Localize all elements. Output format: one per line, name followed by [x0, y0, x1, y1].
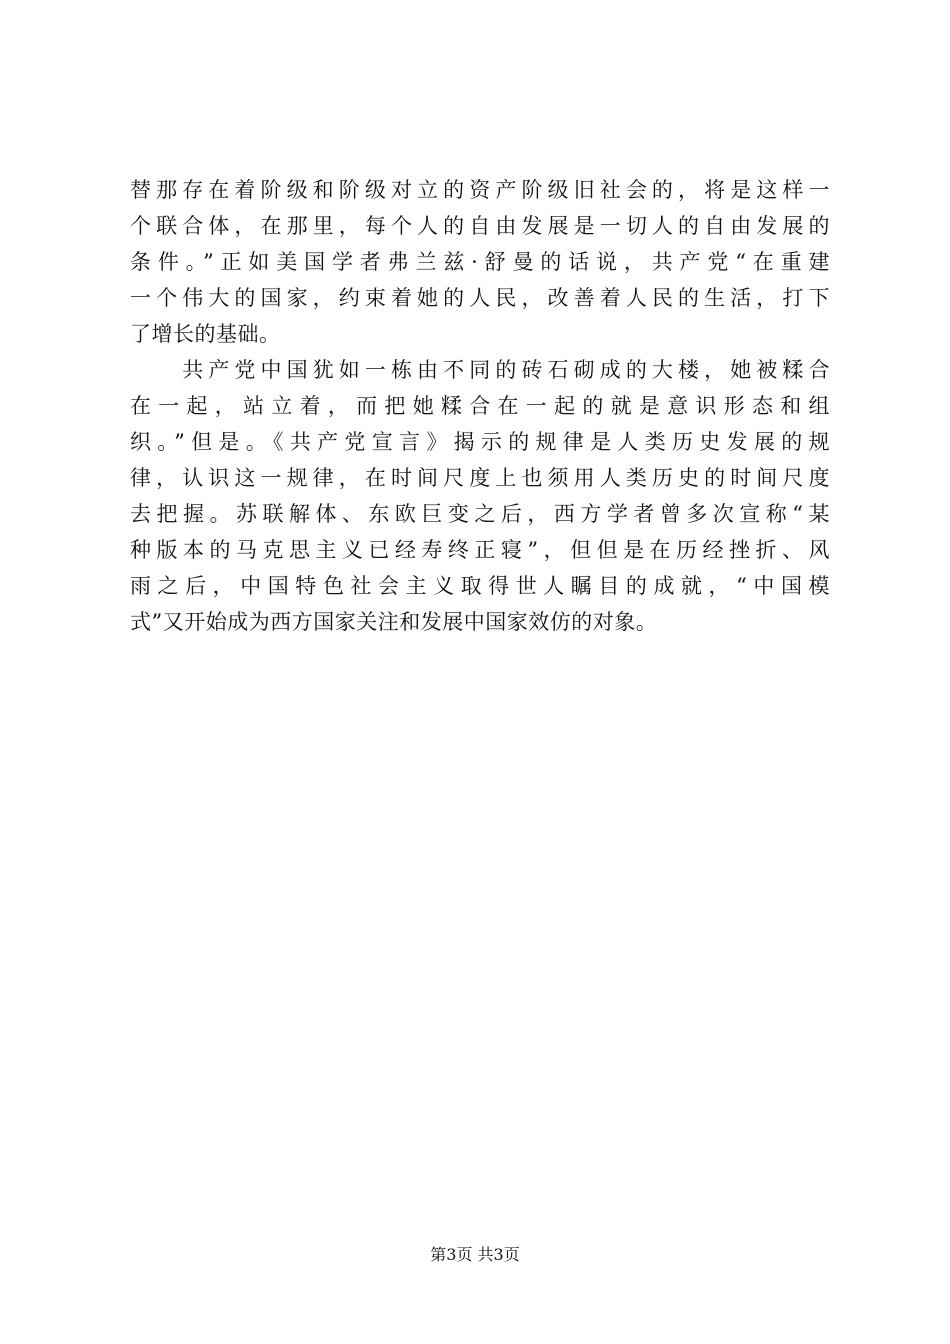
text-line: 替那存在着阶级和阶级对立的资产阶级旧社会的，将是这样一 — [130, 178, 830, 202]
text-line: 式”又开始成为西方国家关注和发展中国家效仿的对象。 — [130, 610, 658, 634]
text-line: 律，认识这一规律，在时间尺度上也须用人类历史的时间尺度 — [130, 466, 830, 490]
text-line: 共产党中国犹如一栋由不同的砖石砌成的大楼，她被糅合 — [130, 358, 830, 382]
page-number: 第3页 共3页 — [430, 1245, 520, 1264]
page-footer — [0, 1245, 950, 1265]
body-text — [130, 172, 830, 640]
text-line: 种版本的马克思主义已经寿终正寝”，但但是在历经挫折、风 — [130, 538, 830, 562]
text-line: 雨之后，中国特色社会主义取得世人瞩目的成就，“中国模 — [130, 574, 830, 598]
text-line: 在一起，站立着，而把她糅合在一起的就是意识形态和组 — [130, 394, 830, 418]
text-line: 了增长的基础。 — [130, 322, 281, 346]
text-line: 条件。”正如美国学者弗兰兹·舒曼的话说，共产党“在重建 — [130, 250, 830, 274]
text-line: 个联合体，在那里，每个人的自由发展是一切人的自由发展的 — [130, 214, 830, 238]
text-line: 一个伟大的国家，约束着她的人民，改善着人民的生活，打下 — [130, 286, 830, 310]
text-line: 去把握。苏联解体、东欧巨变之后，西方学者曾多次宣称“某 — [130, 502, 830, 526]
text-line: 织。”但是。《共产党宣言》揭示的规律是人类历史发展的规 — [130, 430, 830, 454]
